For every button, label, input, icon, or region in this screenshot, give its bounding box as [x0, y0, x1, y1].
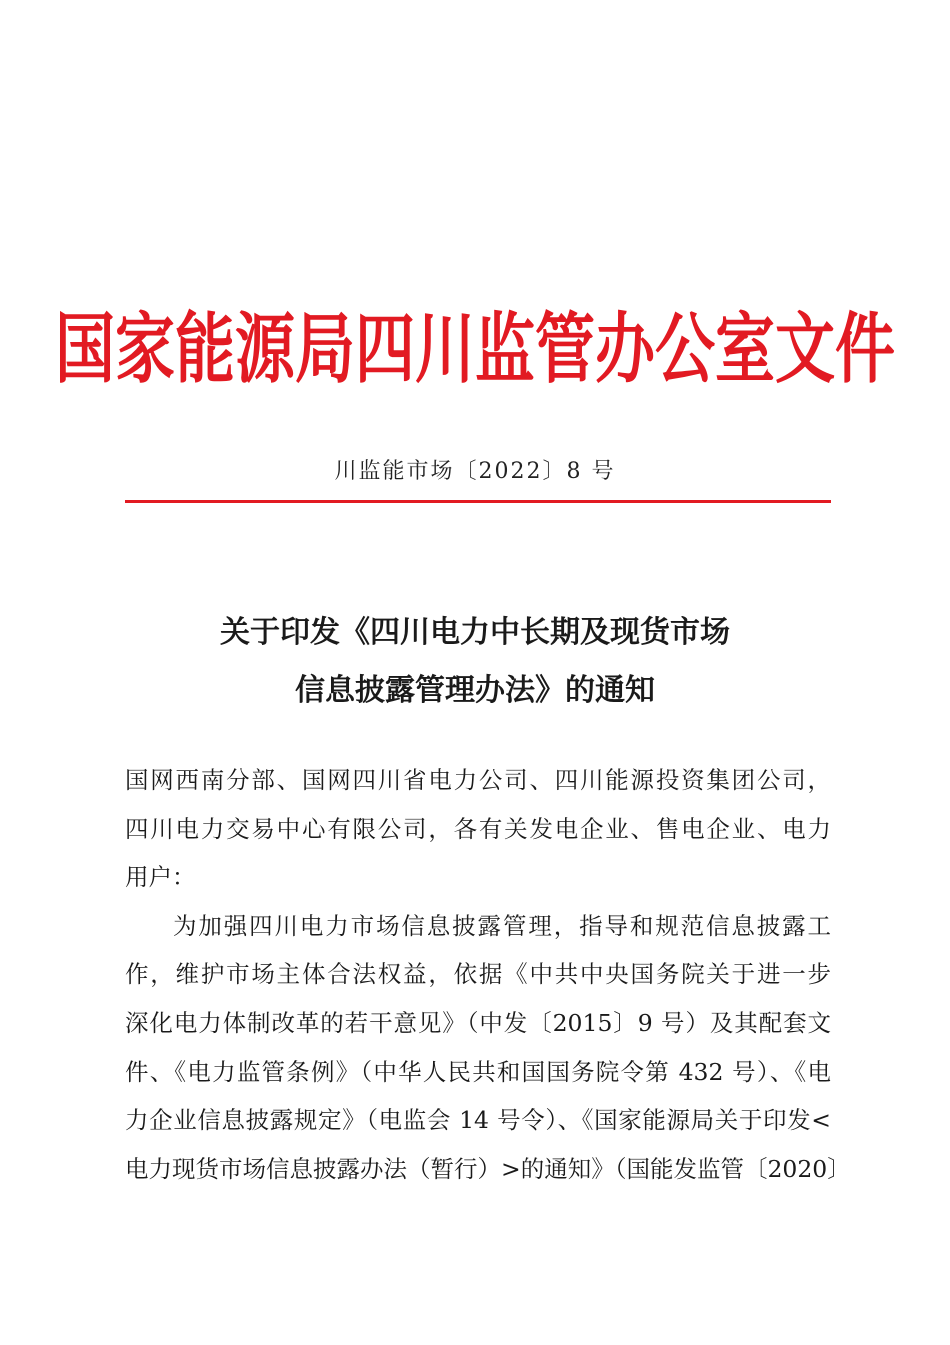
paragraph-line: 为加强四川电力市场信息披露管理，指导和规范信息披露工: [173, 911, 831, 940]
paragraph-line: 深化电力体制改革的若干意见》（中发〔2015〕9 号）及其配套文: [125, 1008, 831, 1037]
recipients-line: 用户：: [125, 863, 196, 892]
paragraph-line: 力企业信息披露规定》（电监会 14 号令）、《国家能源局关于印发<: [125, 1106, 831, 1135]
notice-title-line-1: 关于印发《四川电力中长期及现货市场: [220, 615, 730, 650]
paragraph-line: 电力现货市场信息披露办法（暂行）>的通知》（国能发监管〔2020〕: [125, 1154, 851, 1183]
paragraph-line: 件、《电力监管条例》（中华人民共和国国务院令第 432 号）、《电: [125, 1057, 831, 1086]
notice-title-line-2: 信息披露管理办法》的通知: [295, 673, 655, 708]
recipients-line: 国网西南分部、国网四川省电力公司、四川能源投资集团公司，: [125, 766, 831, 794]
notice-title: [0, 604, 950, 720]
body-text: [125, 756, 851, 1193]
red-divider-line: [125, 500, 831, 503]
paragraph-line: 作，维护市场主体合法权益，依据《中共中央国务院关于进一步: [125, 960, 831, 989]
recipients-line: 四川电力交易中心有限公司，各有关发电企业、售电企业、电力: [125, 814, 831, 843]
masthead-title: 国家能源局四川监管办公室文件: [55, 305, 895, 395]
document-number: 川监能市场〔2022〕8 号: [334, 459, 616, 484]
